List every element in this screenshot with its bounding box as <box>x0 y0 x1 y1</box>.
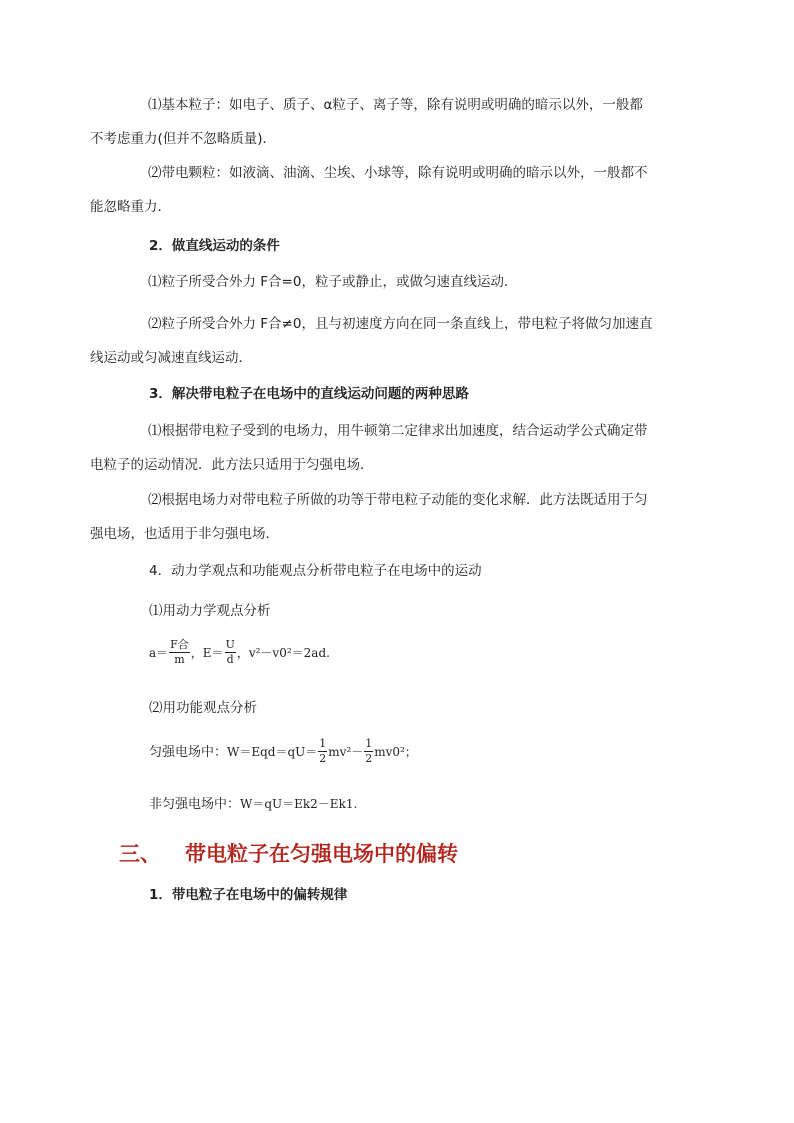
text-line: 能忽略重力． <box>90 199 171 215</box>
heading-linear-motion-conditions: 2．做直线运动的条件 <box>149 238 280 254</box>
heading-two-approaches: 3．解决带电粒子在电场中的直线运动问题的两种思路 <box>149 386 469 402</box>
heading-dynamics-and-energy: 4．动力学观点和功能观点分析带电粒子在电场中的运动 <box>149 563 482 579</box>
fraction-denominator: d <box>226 653 234 666</box>
formula-text: mv²－ <box>328 745 364 759</box>
section-number: 三、 <box>119 842 161 866</box>
formula-uniform-field <box>149 738 417 767</box>
text-line: ⑵带电颗粒：如液滴、油滴、尘埃、小球等，除有说明或明确的暗示以外，一般都不 <box>148 165 648 181</box>
paragraph-basic-particles <box>90 88 679 156</box>
fraction-denominator: 2 <box>319 752 327 765</box>
fraction-numerator: U <box>225 638 235 651</box>
fraction-numerator: 1 <box>365 737 373 750</box>
fraction-numerator: 1 <box>319 737 327 750</box>
formula-text: ，v²－v0²＝2ad. <box>236 646 330 660</box>
text-line: 不考虑重力(但并不忽略质量)． <box>90 131 277 147</box>
text-line: ⑵根据电场力对带电粒子所做的功等于带电粒子动能的变化求解．此方法既适用于匀 <box>148 492 648 508</box>
text-line: 线运动或匀减速直线运动． <box>90 350 252 366</box>
text-line: 电粒子的运动情况．此方法只适用于匀强电场． <box>90 457 374 473</box>
text-line: ⑴根据带电粒子受到的电场力，用牛顿第二定律求出加速度，结合运动学公式确定带 <box>148 423 648 439</box>
section-title <box>119 838 458 868</box>
fraction-denominator: m <box>174 653 185 666</box>
formula-text: a＝ <box>149 646 169 660</box>
paragraph-net-force-nonzero <box>90 307 679 375</box>
fraction-force-over-mass <box>169 638 190 667</box>
paragraph-energy-view: ⑵用功能观点分析 <box>149 700 257 716</box>
formula-label: 非匀强电场中： <box>149 797 241 812</box>
subheading-deflection-rules: 1．带电粒子在电场中的偏转规律 <box>149 887 348 903</box>
section-title-text: 带电粒子在匀强电场中的偏转 <box>185 842 458 866</box>
formula-text: ，E＝ <box>190 646 224 660</box>
formula-label: 匀强电场中： <box>149 745 228 760</box>
formula-text: W＝qU＝Ek2－Ek1. <box>240 797 358 811</box>
paragraph-approach-newton <box>90 414 679 482</box>
formula-nonuniform-field <box>149 793 357 812</box>
text-line: 强电场，也适用于非匀强电场． <box>90 526 279 542</box>
paragraph-approach-energy <box>90 483 679 551</box>
fraction-one-half <box>364 737 373 766</box>
fraction-numerator: F合 <box>170 638 189 651</box>
paragraph-net-force-zero: ⑴粒子所受合外力 F合=0，粒子或静止，或做匀速直线运动． <box>148 274 518 290</box>
text-line: ⑵粒子所受合外力 F合≠0，且与初速度方向在同一条直线上，带电粒子将做匀加速直 <box>148 316 653 332</box>
fraction-one-half <box>318 737 327 766</box>
text-line: ⑴基本粒子：如电子、质子、α粒子、离子等，除有说明或明确的暗示以外，一般都 <box>148 97 643 113</box>
fraction-voltage-over-distance <box>225 638 236 667</box>
formula-text: W＝Eqd＝qU＝ <box>227 745 318 759</box>
formula-dynamics <box>149 639 330 668</box>
fraction-denominator: 2 <box>365 752 373 765</box>
paragraph-charged-granules <box>90 156 679 224</box>
paragraph-dynamics-view: ⑴用动力学观点分析 <box>149 603 271 619</box>
formula-text: mv0²； <box>374 745 417 759</box>
